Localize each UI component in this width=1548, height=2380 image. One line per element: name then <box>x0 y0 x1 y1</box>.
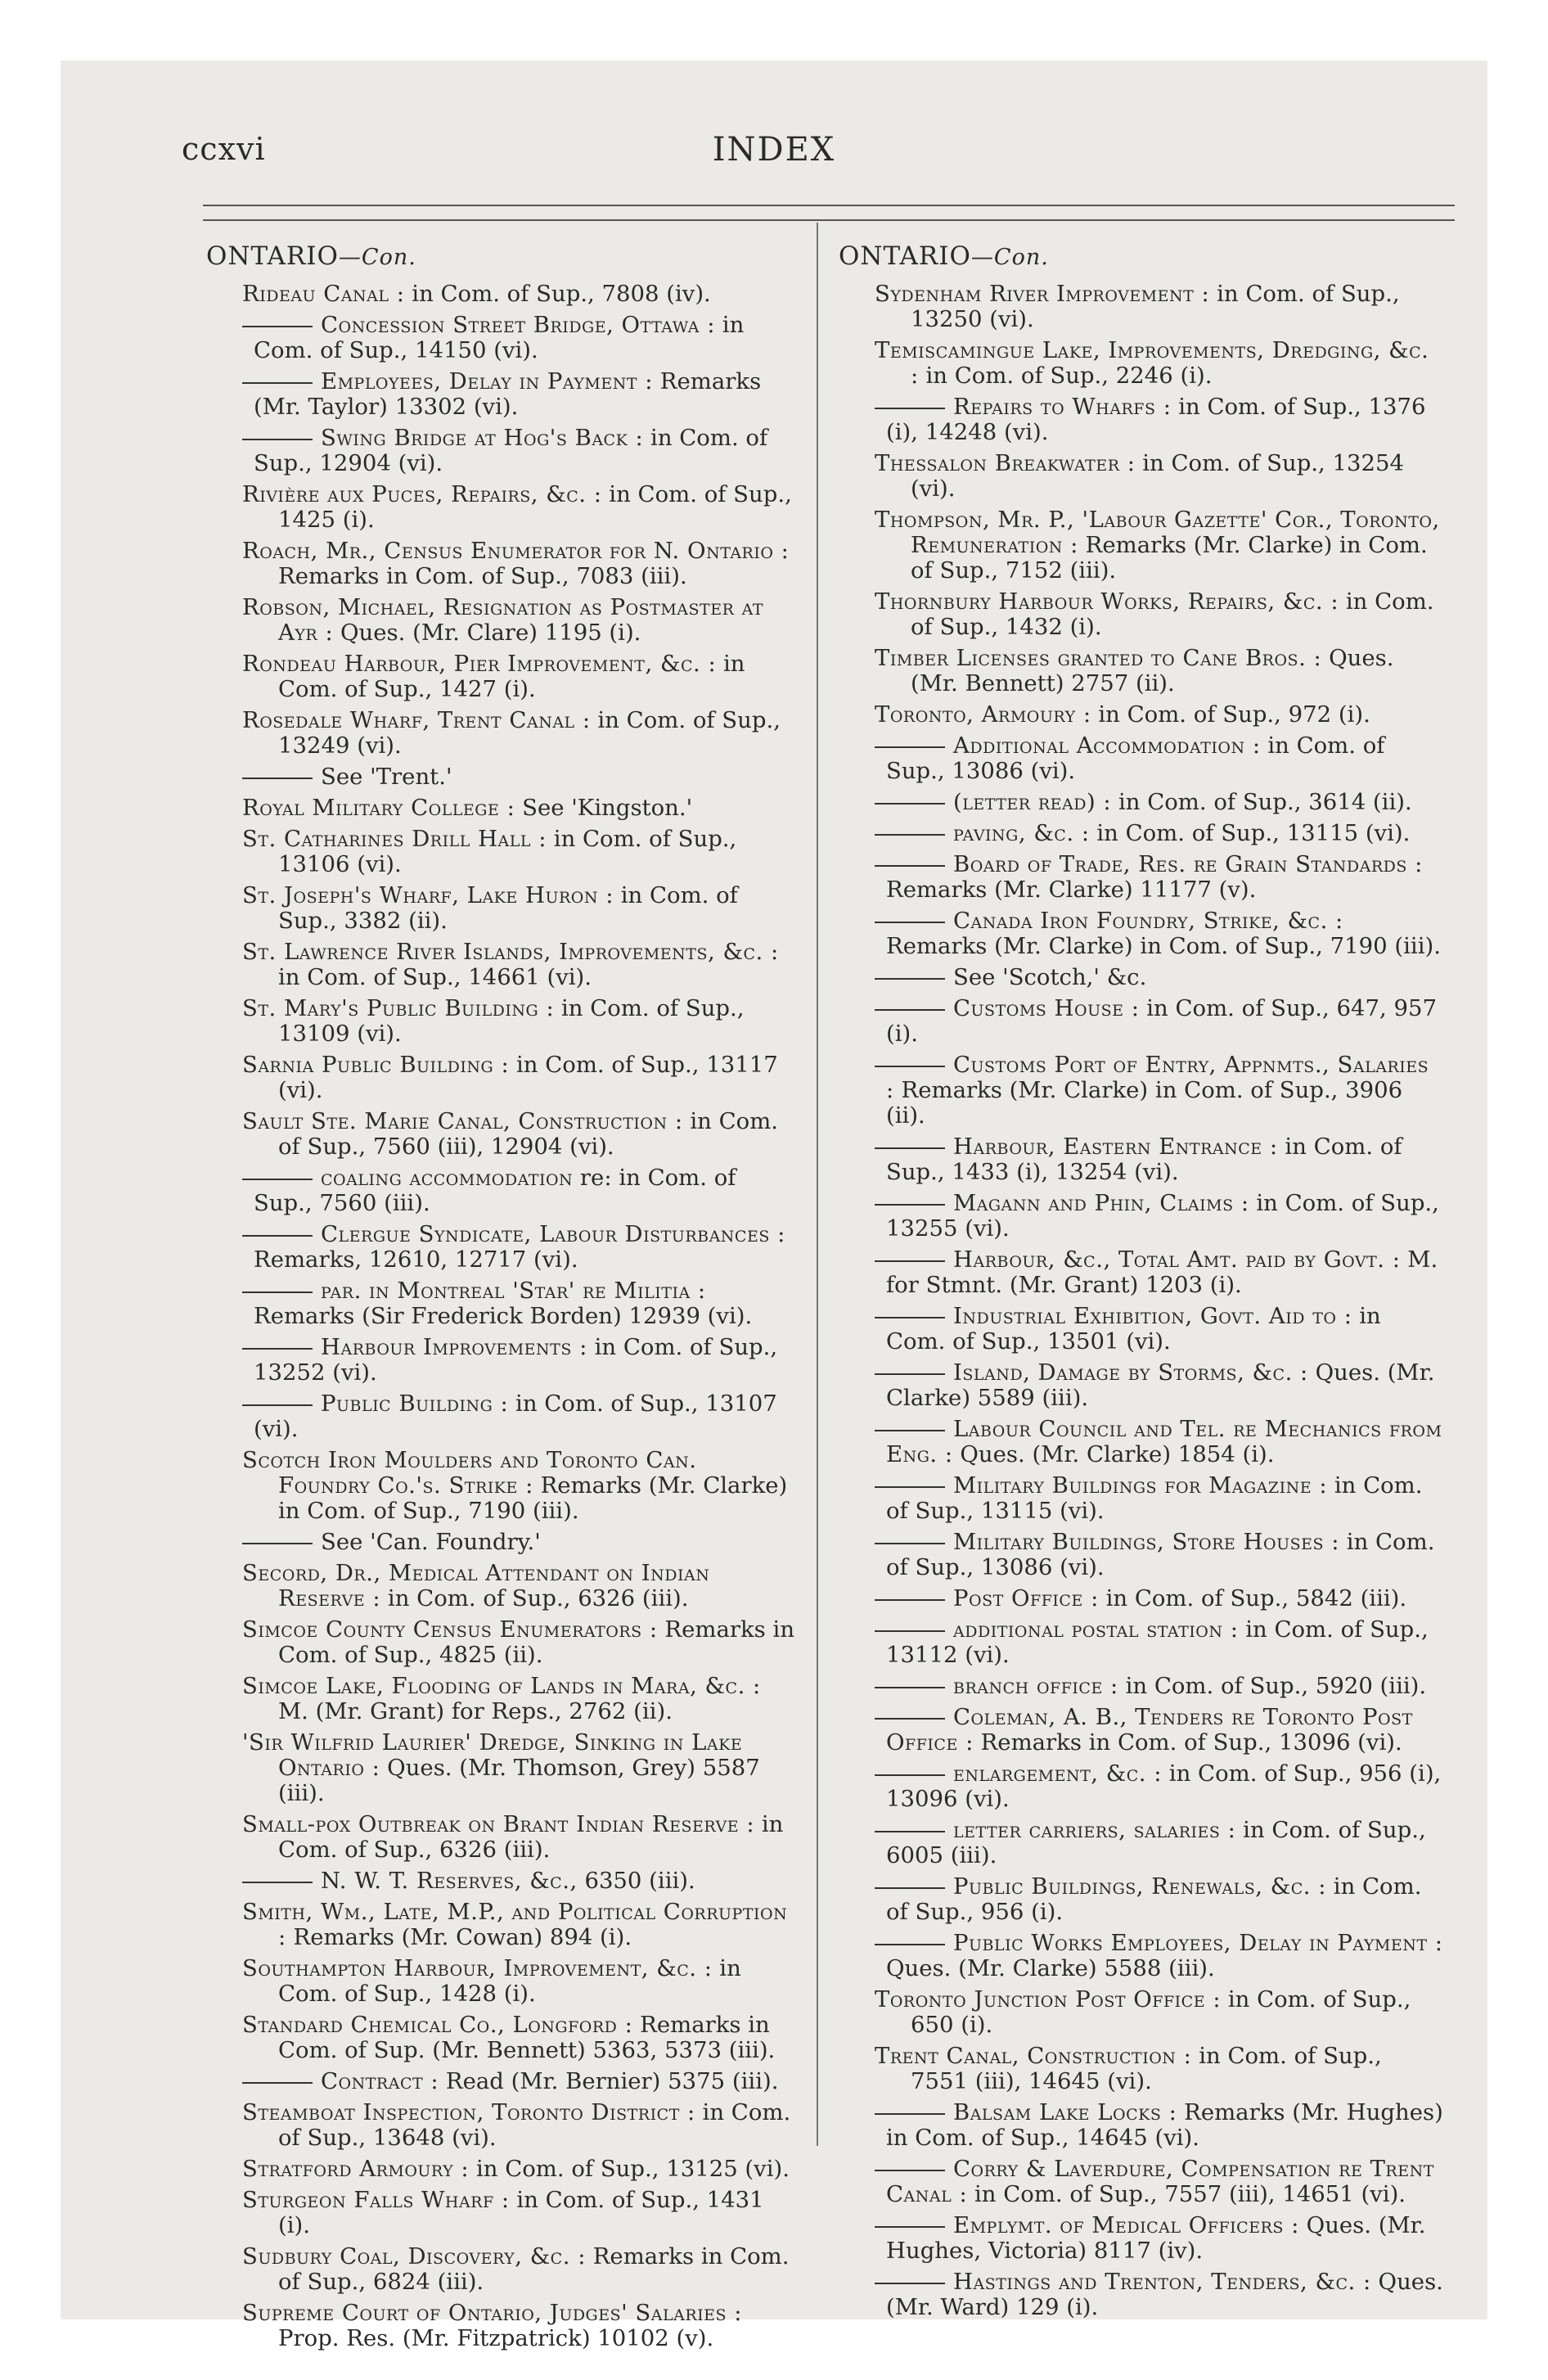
entry-heading: Rondeau Harbour, Pier Improvement, &c. : <box>242 651 717 677</box>
entry-heading: Public Building : <box>321 1391 509 1417</box>
ditto-dash <box>875 1774 945 1776</box>
entry-reference: in Com. of Sup., 13115 (vi). <box>886 1472 1423 1524</box>
entry-heading: Timber Licenses granted to Cane Bros. : <box>875 645 1322 671</box>
entry-reference: in Com. of Sup., 14150 (vi). <box>254 312 745 363</box>
entry-reference: in Com. of Sup., 13501 (vi). <box>886 1303 1381 1355</box>
entry-heading: Customs Port of Entry, Appnmts., Salaries : <box>886 1052 1429 1103</box>
entry-reference: See 'Scotch,' &c. <box>953 964 1147 990</box>
index-entry <box>242 2244 795 2295</box>
index-subentry <box>875 1304 1444 1355</box>
index-entry <box>242 940 795 990</box>
index-entry <box>875 338 1444 389</box>
index-subentry <box>875 821 1444 846</box>
index-entry <box>242 996 795 1047</box>
entry-reference: in Com. of Sup., 647, 957 (i). <box>886 995 1437 1047</box>
entry-heading: Contract : <box>321 2068 439 2094</box>
index-subentry <box>875 996 1444 1047</box>
ditto-dash <box>242 778 313 779</box>
entry-reference: in Com. of Sup., 1433 (i), 13254 (vi). <box>886 1134 1402 1185</box>
index-subentry <box>875 394 1444 445</box>
entry-reference: Remarks (Sir Frederick Borden) 12939 (vi). <box>254 1303 753 1329</box>
entry-heading: Robson, Michael, Resignation as Postmaster at Ayr : <box>242 594 763 646</box>
entry-reference: in Com. of Sup., 13117 (vi). <box>278 1052 778 1103</box>
ditto-dash <box>242 382 313 384</box>
entry-reference: Ques. (Mr. Bennett) 2757 (ii). <box>911 645 1394 696</box>
index-entry <box>242 2100 795 2151</box>
entry-heading: Labour Council and Tel. re Mechanics from Eng. : <box>886 1416 1442 1467</box>
entry-reference: See 'Can. Foundry.' <box>321 1529 541 1555</box>
entry-heading: Clergue Syndicate, Labour Disturbances : <box>321 1221 785 1247</box>
ditto-dash <box>242 1235 313 1237</box>
entry-heading: Rosedale Wharf, Trent Canal : <box>242 707 591 733</box>
ditto-dash <box>875 1147 945 1149</box>
entry-heading: Temiscamingue Lake, Improvements, Dredging, &c. : <box>875 337 1429 389</box>
entry-reference: Remarks (Mr. Clarke) 11177 (v). <box>886 877 1257 903</box>
entry-reference: in Com. of Sup., 1427 (i). <box>278 651 745 702</box>
index-entry <box>242 1109 795 1160</box>
index-subentry <box>242 426 795 476</box>
ditto-dash <box>875 1543 945 1544</box>
entry-reference: Ques. (Mr. Hughes, Victoria) 8117 (iv). <box>886 2212 1426 2264</box>
entry-reference: Remarks in Com. of Sup., 6824 (iii). <box>278 2243 790 2295</box>
entry-heading: Harbour, &c., Total Amt. paid by Govt. : <box>953 1246 1401 1273</box>
entry-heading: Simcoe County Census Enumerators : <box>242 1616 658 1643</box>
left-heading-text: ONTARIO <box>206 241 339 271</box>
index-entry <box>242 2013 795 2063</box>
index-subentry <box>242 1335 795 1386</box>
entry-reference: in Com. of Sup., 1428 (i). <box>278 1955 741 2007</box>
index-subentry <box>242 1391 795 1442</box>
entry-reference: in Com. of Sup., 13250 (vi). <box>911 281 1400 332</box>
column-divider <box>817 223 818 2146</box>
entry-heading: Additional Accommodation : <box>953 732 1261 759</box>
index-entry <box>242 651 795 702</box>
index-entry <box>242 1674 795 1724</box>
entry-reference: re: in Com. of Sup., 7560 (iii). <box>254 1165 736 1216</box>
right-column <box>839 241 1444 2326</box>
ditto-dash <box>242 326 313 327</box>
index-subentry <box>875 1586 1444 1611</box>
index-subentry <box>242 1868 795 1894</box>
ditto-dash <box>875 1009 945 1011</box>
entry-heading: Sudbury Coal, Discovery, &c. : <box>242 2243 586 2270</box>
entry-reference: Remarks in Com. of Sup., 7083 (iii). <box>278 563 687 589</box>
index-subentry <box>875 1247 1444 1298</box>
entry-heading: enlargement, &c. : <box>953 1760 1163 1787</box>
index-entry <box>242 1053 795 1103</box>
index-entry <box>242 1448 795 1524</box>
ditto-dash <box>875 2226 945 2228</box>
entry-heading: Balsam Lake Locks : <box>953 2099 1177 2125</box>
entry-heading: Trent Canal, Construction : <box>875 2043 1192 2069</box>
entry-heading: Canada Iron Foundry, Strike, &c. : <box>953 908 1343 934</box>
left-column-heading <box>206 241 795 271</box>
index-entry <box>242 2157 795 2182</box>
entry-heading: Board of Trade, Res. re Grain Standards : <box>953 851 1423 877</box>
ditto-dash <box>875 834 945 836</box>
index-subentry <box>875 1530 1444 1580</box>
header-rule-bottom <box>203 219 1455 221</box>
entry-reference: in Com. of Sup., 3382 (ii). <box>278 882 738 934</box>
entry-reference: in Com. of Sup., 1432 (i). <box>911 588 1434 640</box>
entry-reference: in Com. of Sup., 7808 (iv). <box>404 281 711 307</box>
entry-heading: Royal Military College : <box>242 795 515 821</box>
entry-heading: Public Buildings, Renewals, &c. : <box>953 1873 1327 1900</box>
ditto-dash <box>875 2170 945 2171</box>
index-subentry <box>242 2069 795 2094</box>
entry-heading: Industrial Exhibition, Govt. Aid to : <box>953 1303 1352 1329</box>
entry-reference: in Com. of Sup., 1376 (i), 14248 (vi). <box>886 394 1426 445</box>
entry-reference: Remarks in Com. of Sup., 4825 (ii). <box>278 1616 795 1668</box>
entry-reference: Ques. (Mr. Clarke) 5589 (iii). <box>886 1359 1435 1411</box>
index-subentry <box>875 1761 1444 1812</box>
entry-heading: Harbour, Eastern Entrance : <box>953 1134 1278 1160</box>
entry-reference: Remarks (Mr. Taylor) 13302 (vi). <box>254 368 762 420</box>
index-subentry <box>875 1417 1444 1467</box>
ditto-dash <box>242 1543 313 1544</box>
entry-reference: 6350 (iii). <box>577 1868 695 1894</box>
index-entry <box>242 796 795 821</box>
entry-reference: in Com. of Sup., 1425 (i). <box>278 481 792 533</box>
index-subentry <box>875 852 1444 903</box>
left-column <box>206 241 795 2357</box>
index-entry <box>875 702 1444 728</box>
ditto-dash <box>242 1882 313 1883</box>
entry-heading: Employees, Delay in Payment : <box>321 368 654 394</box>
entry-reference: in Com. of Sup., 13107 (vi). <box>254 1391 777 1442</box>
entry-reference: Remarks (Mr. Hughes) in Com. of Sup., 14645 (vi). <box>886 2099 1443 2151</box>
right-heading-suffix: —Con. <box>970 245 1049 270</box>
entry-heading: Thompson, Mr. P., 'Labour Gazette' Cor., Toronto, Remuneration : <box>875 507 1440 558</box>
ditto-dash <box>875 1831 945 1832</box>
entry-heading: Secord, Dr., Medical Attendant on Indian Reserve : <box>242 1560 710 1611</box>
ditto-dash <box>875 1066 945 1067</box>
index-entry <box>242 482 795 533</box>
entry-heading: Corry & Laverdure, Compensation re Trent Canal : <box>886 2156 1434 2207</box>
ditto-dash <box>875 1260 945 1262</box>
entry-reference: Remarks in Com. of Sup. (Mr. Bennett) 5363, 5373 (iii). <box>278 2012 776 2063</box>
index-subentry <box>242 369 795 420</box>
entry-heading: St. Lawrence River Islands, Improvements, &c. : <box>242 939 779 965</box>
index-subentry <box>242 764 795 790</box>
entry-heading: Scotch Iron Moulders and Toronto Can. Foundry Co.'s. Strike : <box>242 1447 697 1499</box>
index-subentry <box>875 1473 1444 1524</box>
index-subentry <box>875 1053 1444 1129</box>
entry-reference: in Com. of Sup., 13249 (vi). <box>278 707 781 759</box>
ditto-dash <box>875 1486 945 1488</box>
entry-heading: 'Sir Wilfrid Laurier' Dredge, Sinking in Lake Ontario : <box>242 1729 743 1781</box>
index-entry <box>242 539 795 589</box>
entry-reference: in Com. of Sup., 13115 (vi). <box>1089 820 1411 846</box>
entry-heading: Sturgeon Falls Wharf : <box>242 2187 510 2213</box>
entry-reference: Remarks (Mr. Cowan) 894 (i). <box>286 1924 632 1950</box>
entry-heading: N. W. T. Reserves, &c., <box>321 1868 578 1894</box>
left-entry-list <box>206 282 795 2351</box>
index-entry <box>875 282 1444 332</box>
entry-heading: Rivière aux Puces, Repairs, &c. : <box>242 481 602 507</box>
ditto-dash <box>875 746 945 748</box>
ditto-dash <box>875 1718 945 1720</box>
entry-reference: in Com. of Sup., 14661 (vi). <box>278 964 592 990</box>
index-subentry <box>875 1674 1444 1699</box>
entry-heading: Simcoe Lake, Flooding of Lands in Mara, &c. : <box>242 1673 761 1699</box>
entry-reference: Remarks (Mr. Clarke) in Com. of Sup., 7190 (iii). <box>278 1472 788 1524</box>
entry-heading: Concession Street Bridge, Ottawa : <box>321 312 716 338</box>
entry-heading: Southampton Harbour, Improvement, &c. : <box>242 1955 713 1981</box>
index-subentry <box>875 2100 1444 2151</box>
ditto-dash <box>875 978 945 980</box>
entry-heading: (letter read) : <box>953 789 1112 815</box>
ditto-dash <box>875 1944 945 1945</box>
entry-reference: in Com. of Sup., 7551 (iii), 14645 (vi). <box>911 2043 1382 2094</box>
entry-heading: Magann and Phin, Claims : <box>953 1190 1249 1216</box>
entry-reference: in Com. of Sup., 650 (i). <box>911 1986 1411 2038</box>
entry-heading: Military Buildings for Magazine : <box>953 1472 1328 1499</box>
entry-reference: in Com. of Sup., 972 (i). <box>1091 701 1370 728</box>
entry-heading: Supreme Court of Ontario, Judges' Salaries : <box>242 2300 743 2326</box>
entry-reference: in Com. of Sup., 13106 (vi). <box>278 826 737 877</box>
entry-heading: paving, &c. : <box>953 820 1090 846</box>
entry-reference: in Com. of Sup., 1431 (i). <box>278 2187 764 2238</box>
index-subentry <box>875 908 1444 959</box>
entry-reference: Prop. Res. (Mr. Fitzpatrick) 10102 (v). <box>278 2325 714 2351</box>
index-subentry <box>242 1278 795 1329</box>
ditto-dash <box>875 922 945 923</box>
index-entry <box>242 1730 795 1806</box>
entry-reference: Remarks (Mr. Clarke) in Com. of Sup., 7190 (iii). <box>886 933 1441 959</box>
right-column-heading <box>839 241 1444 271</box>
index-entry <box>242 883 795 934</box>
entry-reference: in Com. of Sup., 13125 (vi). <box>469 2156 790 2182</box>
entry-reference: in Com. of Sup., 12904 (vi). <box>254 425 768 476</box>
entry-heading: St. Joseph's Wharf, Lake Huron : <box>242 882 614 908</box>
ditto-dash <box>875 408 945 409</box>
index-subentry <box>242 313 795 363</box>
index-subentry <box>242 1530 795 1555</box>
entry-reference: Ques. (Mr. Clarke) 1854 (i). <box>952 1441 1275 1467</box>
ditto-dash <box>875 1204 945 1206</box>
page-number: ccxvi <box>182 131 266 167</box>
header-rule-top <box>203 205 1455 206</box>
ditto-dash <box>875 2283 945 2284</box>
entry-heading: Coleman, A. B., Tenders re Toronto Post Office : <box>886 1704 1413 1756</box>
entry-reference: in Com. of Sup., 13109 (vi). <box>278 995 745 1047</box>
entry-reference: Remarks, 12610, 12717 (vi). <box>254 1246 578 1273</box>
entry-reference: in Com. of Sup., 13086 (vi). <box>886 1529 1435 1580</box>
entry-heading: branch office : <box>953 1673 1118 1699</box>
entry-reference: in Com. of Sup., 5920 (iii). <box>1118 1673 1427 1699</box>
index-entry <box>875 589 1444 640</box>
index-subentry <box>875 790 1444 815</box>
ditto-dash <box>242 2082 313 2084</box>
entry-heading: Customs House : <box>953 995 1140 1021</box>
index-subentry <box>875 2213 1444 2264</box>
entry-reference: in Com. of Sup., 6005 (iii). <box>886 1817 1426 1868</box>
entry-heading: coaling accommodation <box>321 1165 574 1191</box>
entry-heading: Thornbury Harbour Works, Repairs, &c. : <box>875 588 1339 615</box>
index-subentry <box>875 1617 1444 1668</box>
entry-reference: in Com. of Sup., 2246 (i). <box>918 363 1213 389</box>
entry-heading: Sault Ste. Marie Canal, Construction : <box>242 1108 683 1134</box>
entry-reference: Read (Mr. Bernier) 5375 (iii). <box>439 2068 779 2094</box>
entry-heading: Stratford Armoury : <box>242 2156 470 2182</box>
index-subentry <box>875 1931 1444 1981</box>
entry-reference: in Com. of Sup., 5842 (iii). <box>1098 1585 1407 1611</box>
ditto-dash <box>875 865 945 867</box>
ditto-dash <box>242 1291 313 1293</box>
ditto-dash <box>875 1630 945 1632</box>
index-subentry <box>875 2270 1444 2320</box>
right-entry-list <box>839 282 1444 2320</box>
index-subentry <box>875 1191 1444 1242</box>
entry-reference: in Com. of Sup., 13255 (vi). <box>886 1190 1439 1242</box>
index-subentry <box>875 1360 1444 1411</box>
index-subentry <box>875 733 1444 784</box>
entry-heading: Roach, Mr., Census Enumerator for N. Ontario : <box>242 538 790 564</box>
entry-heading: Harbour Improvements : <box>321 1334 587 1360</box>
entry-heading: St. Mary's Public Building : <box>242 995 555 1021</box>
entry-reference: Ques. (Mr. Clare) 1195 (i). <box>333 620 641 646</box>
index-subentry <box>242 1165 795 1216</box>
index-entry <box>242 1956 795 2007</box>
entry-heading: Island, Damage by Storms, &c. : <box>953 1359 1308 1386</box>
ditto-dash <box>875 803 945 805</box>
page-title: INDEX <box>712 131 836 169</box>
ditto-dash <box>242 1179 313 1180</box>
index-entry <box>242 1561 795 1611</box>
entry-reference: in Com. of Sup., 13252 (vi). <box>254 1334 778 1386</box>
entry-heading: Swing Bridge at Hog's Back : <box>321 425 644 451</box>
entry-reference: See 'Trent.' <box>321 764 452 790</box>
ditto-dash <box>875 1317 945 1318</box>
entry-heading: Smith, Wm., Late, M.P., and Political Corruption : <box>242 1899 788 1950</box>
index-subentry <box>875 1818 1444 1868</box>
entry-reference: in Com. of Sup., 13648 (vi). <box>278 2099 791 2151</box>
entry-heading: Military Buildings, Store Houses : <box>953 1529 1340 1555</box>
entry-reference: Remarks (Mr. Clarke) in Com. of Sup., 3906 (ii). <box>886 1077 1403 1129</box>
entry-heading: Thessalon Breakwater : <box>875 450 1136 476</box>
index-entry <box>242 708 795 759</box>
entry-heading: Post Office : <box>953 1585 1099 1611</box>
entry-heading: Sarnia Public Building : <box>242 1052 510 1078</box>
index-subentry <box>875 1705 1444 1756</box>
entry-heading: Sydenham River Improvement : <box>875 281 1210 307</box>
index-subentry <box>875 2157 1444 2207</box>
index-entry <box>875 451 1444 502</box>
ditto-dash <box>875 1373 945 1375</box>
entry-reference: in Com. of Sup., 6326 (iii). <box>278 1811 784 1863</box>
index-subentry <box>875 965 1444 990</box>
entry-heading: additional postal station : <box>953 1616 1239 1643</box>
ditto-dash <box>242 1404 313 1406</box>
entry-reference: Remarks in Com. of Sup., 13096 (vi). <box>973 1729 1402 1756</box>
index-entry <box>242 1617 795 1668</box>
entry-heading: St. Catharines Drill Hall : <box>242 826 547 852</box>
index-entry <box>242 2301 795 2351</box>
ditto-dash <box>875 1430 945 1431</box>
entry-heading: Repairs to Wharfs : <box>953 394 1172 420</box>
entry-reference: See 'Kingston.' <box>515 795 693 821</box>
index-subentry <box>875 1134 1444 1185</box>
entry-reference: Ques. (Mr. Clarke) 5588 (iii). <box>886 1955 1215 1981</box>
entry-reference: Remarks (Mr. Clarke) in Com. of Sup., 7152 (iii). <box>911 532 1428 584</box>
entry-reference: in Com. of Sup., 3614 (ii). <box>1111 789 1412 815</box>
entry-heading: Toronto, Armoury : <box>875 701 1091 728</box>
entry-reference: in Com. of Sup., 13086 (vi). <box>886 732 1385 784</box>
index-entry <box>875 1987 1444 2038</box>
index-entry <box>875 2044 1444 2094</box>
entry-reference: M. (Mr. Grant) for Reps., 2762 (ii). <box>278 1698 673 1724</box>
entry-reference: in Com. of Sup., 7560 (iii), 12904 (vi). <box>278 1108 779 1160</box>
index-entry <box>242 1812 795 1863</box>
ditto-dash <box>875 2113 945 2115</box>
entry-reference: in Com. of Sup., 13112 (vi). <box>886 1616 1429 1668</box>
ditto-dash <box>242 1348 313 1350</box>
entry-reference: in Com. of Sup., 7557 (iii), 14651 (vi). <box>967 2181 1406 2207</box>
ditto-dash <box>875 1687 945 1688</box>
index-entry <box>875 507 1444 584</box>
entry-heading: par. in Montreal 'Star' re Militia : <box>321 1278 706 1304</box>
index-subentry <box>875 1874 1444 1925</box>
left-heading-suffix: —Con. <box>338 245 416 270</box>
entry-reference: in Com. of Sup., 6326 (iii). <box>380 1585 689 1611</box>
entry-heading: Toronto Junction Post Office : <box>875 1986 1222 2013</box>
index-entry <box>875 646 1444 696</box>
index-entry <box>242 282 795 307</box>
index-entry <box>242 1900 795 1950</box>
entry-heading: letter carriers, salaries : <box>953 1817 1236 1843</box>
entry-reference: in Com. of Sup., 13254 (vi). <box>911 450 1404 502</box>
entry-reference: Ques. (Mr. Thomson, Grey) 5587 (iii). <box>278 1755 760 1806</box>
entry-heading: Rideau Canal : <box>242 281 405 307</box>
entry-reference: in Com. of Sup., 956 (i), 13096 (vi). <box>886 1760 1442 1812</box>
index-entry <box>242 2188 795 2238</box>
entry-heading: Standard Chemical Co., Longford : <box>242 2012 633 2038</box>
entry-heading: Hastings and Trenton, Tenders, &c. : <box>953 2269 1371 2295</box>
index-entry <box>242 827 795 877</box>
entry-reference: in Com. of Sup., 956 (i). <box>886 1873 1422 1925</box>
right-heading-text: ONTARIO <box>839 241 971 271</box>
index-subentry <box>242 1222 795 1273</box>
index-entry <box>242 595 795 646</box>
entry-reference: M. for Stmnt. (Mr. Grant) 1203 (i). <box>886 1246 1438 1298</box>
entry-reference: Ques. (Mr. Ward) 129 (i). <box>886 2269 1443 2320</box>
ditto-dash <box>875 1887 945 1889</box>
ditto-dash <box>242 439 313 440</box>
ditto-dash <box>875 1599 945 1601</box>
entry-heading: Public Works Employees, Delay in Payment : <box>953 1930 1443 1956</box>
entry-heading: Emplymt. of Medical Officers : <box>953 2212 1299 2238</box>
entry-heading: Steamboat Inspection, Toronto District : <box>242 2099 695 2125</box>
entry-heading: Small-pox Outbreak on Brant Indian Reserve : <box>242 1811 755 1837</box>
